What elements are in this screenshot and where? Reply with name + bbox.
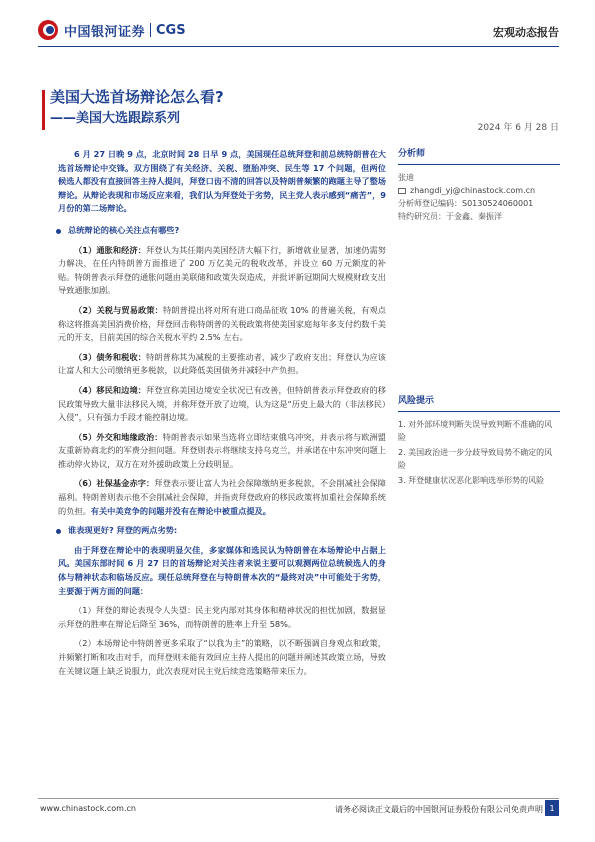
issue-item: （6）社保基金赤字：拜登表示要让富人为社会保障缴纳更多税款，不会削减社会保障福利。特朗普则表示他不会削减社会保障，并指责拜登政府的移民政策将加重社会保障系统的负担。有关中美竞争的问题并没有在辩论中被重点提及。 [58, 478, 386, 516]
report-type: 宏观动态报告 [493, 26, 559, 39]
analyst-name: 张迪 [398, 173, 414, 182]
company-logo [38, 20, 186, 40]
main-body [58, 148, 386, 684]
title-accent-bar [42, 90, 45, 130]
risk-item: 1. 对外部环境判断失误导致判断不准确的风险 [398, 420, 553, 442]
footer-disclaimer: 请务必阅读正文最后的中国银河证券股份有限公司免责声明 [335, 805, 543, 814]
logo-text: 中国银河证券 [64, 24, 146, 40]
risk-block [398, 395, 560, 487]
performance-point-2: （2）本场辩论中特朗普更多采取了“以我为主”的策略，以不断强调自身观点和政策，并频繁打断和攻击对手，而拜登则未能有效回应主持人提出的问题并阐述其政策立场，导致在关键议题上缺乏说服力，此次表现对民主党后续竞选策略带来压力。 [58, 638, 386, 676]
special-researchers: 特约研究员：于金鑫、秦振洋 [398, 212, 502, 221]
issue-item: （3）债务和税收：特朗普称其为减税的主要推动者，减少了政府支出；拜登认为应该让富人和大公司缴纳更多税款，以此降低美国债务并减轻中产负担。 [58, 351, 386, 376]
section-heading-performance: 谁表现更好? 拜登的两点劣势: [58, 524, 386, 538]
footer-url[interactable]: www.chinastock.com.cn [40, 804, 136, 813]
issue-item: （2）关税与贸易政策：特朗普提出将对所有进口商品征收 10% 的普遍关税，有观点称这将推高美国消费价格，拜登回击称特朗普的关税政策将使美国家庭每年多支付约数千美元的开支，目前美国的综合关税水平约 2.5% 左右。 [58, 304, 386, 343]
analyst-email-row [398, 184, 560, 197]
risk-item: 3. 拜登健康状况恶化影响选举形势的风险 [398, 476, 545, 485]
logo-divider [150, 23, 151, 37]
intro-paragraph: 6 月 27 日晚 9 点，北京时间 28 日早 9 点，美国现任总统拜登和前总统特朗普在大选首场辩论中交锋。双方围绕了有关经济、关税、堕胎冲突、民生等 17 个问题，但两位候选人都没有直接回答主持人提问，拜登口齿不清的回答以及特朗普频繁的跑题主导了整场辩论。从辩论表现和市场反应来看，我们认为拜登处于劣势，民主党人表示感到“痛苦”，9 月份的第二场辩论。 [58, 149, 386, 214]
analyst-email[interactable]: zhangdi_yj@chinastock.com.cn [410, 186, 536, 195]
risk-title: 风险提示 [398, 395, 560, 412]
report-date: 2024 年 6 月 28 日 [477, 123, 559, 133]
logo-cgs: CGS [156, 22, 186, 38]
footer-rule [38, 798, 559, 799]
issue-item: （4）移民和边境：拜登宣称美国边境安全状况已有改善，但特朗普表示拜登政府的移民政策导致大量非法移民入境，并称拜登开放了边境，认为这是“历史上最大的（非法移民）入侵”，只有强力手段才能控制边境。 [58, 384, 386, 423]
report-header [0, 0, 595, 60]
mail-icon [398, 188, 406, 194]
analyst-cert: 分析师登记编码：S0130524060001 [398, 199, 534, 208]
risk-item: 2. 美国政治进一步分歧导致局势不确定的风险 [398, 448, 553, 470]
page-title: 美国大选首场辩论怎么看? [50, 88, 224, 106]
issue-item: （5）外交和地缘政治：特朗普表示如果当选将立即结束俄乌冲突，并表示将与欧洲盟友重新协商北约的军费分担问题。拜登则表示将继续支持乌克兰，并承诺在中东冲突问题上推动停火协议，双方在对外援助政策上分歧明显。 [58, 431, 386, 469]
page-number: 1 [545, 800, 559, 816]
analyst-title: 分析师 [398, 148, 560, 165]
section-heading-core-issues: 总统辩论的核心关注点有哪些? [58, 224, 386, 238]
sidebar [398, 148, 560, 489]
company-logo-icon [38, 20, 58, 40]
performance-paragraph: 由于拜登在辩论中的表现明显欠佳，多家媒体和选民认为特朗普在本场辩论中占据上风。美国东部时间 6 月 27 日的首场辩论对关注者来说主要可以观测两位总统候选人的身体与精神状态和临场反应。现任总统拜登在与特朗普本次的“最终对决”中可能处于劣势，主要源于两方面的问题： [58, 544, 386, 596]
title-block [50, 88, 224, 127]
performance-point-1: （1）拜登的辩论表现令人失望：民主党内部对其身体和精神状况的担忧加剧，数据显示拜登的胜率在辩论后降至 36%，而特朗普的胜率上升至 58%。 [58, 605, 386, 629]
issue-item: （1）通胀和经济：拜登认为其任期内美国经济大幅下行，新增就业显著，加速仍需努力解决，在任内特朗普方面推进了 200 万亿美元的税收改革，并设立 60 万元额度的补贴。特朗普表示拜登的通胀问题由美联储和政策失误造成，并批评新冠期间大规模财政支出导致通胀加剧。 [58, 244, 386, 296]
page-subtitle: ——美国大选跟踪系列 [50, 111, 181, 126]
header-rule [38, 46, 559, 47]
